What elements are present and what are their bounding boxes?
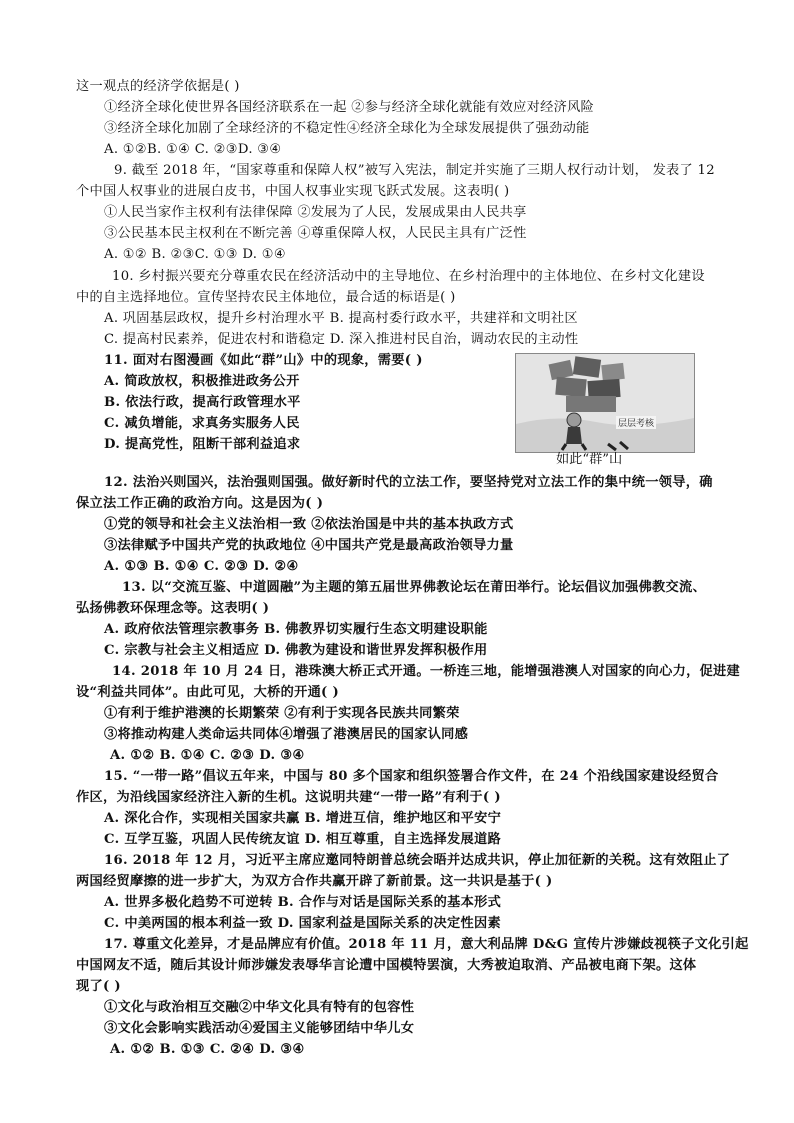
q14-answers: A. ①② B. ①④ C. ②③ D. ③④ <box>110 748 305 763</box>
q11-option-a: A. 简政放权，积极推进政务公开 <box>104 374 300 389</box>
q8-options-2: ③经济全球化加剧了全球经济的不稳定性④经济全球化为全球发展提供了强劲动能 <box>104 121 590 136</box>
q13-options-1: A. 政府依法管理宗教事务 B. 佛教界切实履行生态文明建设职能 <box>104 622 488 637</box>
cartoon-sign: 层层考核 <box>616 416 656 429</box>
q14-options-2: ③将推动构建人类命运共同体④增强了港澳居民的国家认同感 <box>104 727 469 742</box>
q12-options-2: ③法律赋予中国共产党的执政地位 ④中国共产党是最高政治领导力量 <box>104 538 514 553</box>
q13-options-2: C. 宗教与社会主义相适应 D. 佛教为建设和谐世界发挥积极作用 <box>104 643 488 658</box>
q15-stem-2: 作区，为沿线国家经济注入新的生机。这说明共建“一带一路”有利于( ) <box>76 790 501 805</box>
q9-answers: A. ①② B. ②③C. ①③ D. ①④ <box>104 247 287 262</box>
q17-options-1: ①文化与政治相互交融②中华文化具有特有的包容性 <box>104 1000 415 1015</box>
q12-stem-2: 保立法工作正确的政治方向。这是因为( ) <box>76 496 324 511</box>
q13-stem-1: 13. 以“交流互鉴、中道圆融”为主题的第五届世界佛教论坛在莆田举行。论坛倡议加强佛教交流、 <box>122 580 707 595</box>
q17-answers: A. ①② B. ①③ C. ②④ D. ③④ <box>110 1042 305 1057</box>
q12-options-1: ①党的领导和社会主义法治相一致 ②依法治国是中共的基本执政方式 <box>104 517 514 532</box>
q14-stem-1: 14. 2018 年 10 月 24 日，港珠澳大桥正式开通。一桥连三地，能增强港澳人对国家的向心力，促进建 <box>112 664 741 679</box>
q9-stem-2: 个中国人权事业的进展白皮书，中国人权事业实现飞跃式发展。这表明( ) <box>76 184 510 199</box>
q16-stem-1: 16. 2018 年 12 月，习近平主席应邀同特朗普总统会晤并达成共识，停止加征新的关税。这有效阻止了 <box>104 853 731 868</box>
q11-option-d: D. 提高党性，阻断干部利益追求 <box>104 437 301 452</box>
q13-stem-2: 弘扬佛教环保理念等。这表明( ) <box>76 601 270 616</box>
q15-options-2: C. 互学互鉴，巩固人民传统友谊 D. 相互尊重，自主选择发展道路 <box>104 832 501 847</box>
q17-stem-3: 现了( ) <box>76 979 121 994</box>
q15-stem-1: 15. “一带一路”倡议五年来，中国与 80 多个国家和组织签署合作文件，在 24 个沿线国家建设经贸合 <box>104 769 719 784</box>
q17-stem-2: 中国网友不适，随后其设计师涉嫌发表辱华言论遭中国模特罢演，大秀被迫取消、产品被电商下架。这体 <box>76 958 697 973</box>
q11-stem: 11. 面对右图漫画《如此“群”山》中的现象，需要( ) <box>104 353 423 368</box>
q10-stem-2: 中的自主选择地位。宣传坚持农民主体地位，最合适的标语是( ) <box>76 290 456 305</box>
q14-stem-2: 设“利益共同体”。由此可见，大桥的开通( ) <box>76 685 340 700</box>
q16-options-1: A. 世界多极化趋势不可逆转 B. 合作与对话是国际关系的基本形式 <box>104 895 502 910</box>
q12-stem-1: 12. 法治兴则国兴，法治强则国强。做好新时代的立法工作，要坚持党对立法工作的集中统一领导，确 <box>104 475 713 490</box>
q15-options-1: A. 深化合作，实现相关国家共赢 B. 增进互信，维护地区和平安宁 <box>104 811 502 826</box>
cartoon-image <box>515 353 695 453</box>
q9-stem-1: 9. 截至 2018 年，“国家尊重和保障人权”被写入宪法，制定并实施了三期人权行动计划， 发表了 12 <box>114 163 715 178</box>
q11-option-b: B. 依法行政，提高行政管理水平 <box>104 395 301 410</box>
q16-options-2: C. 中美两国的根本利益一致 D. 国家利益是国际关系的决定性因素 <box>104 916 501 931</box>
cartoon-caption: 如此“群”山 <box>556 452 623 467</box>
q11-option-c: C. 减负增能，求真务实服务人民 <box>104 416 300 431</box>
q9-options-2: ③公民基本民主权利在不断完善 ④尊重保障人权，人民民主具有广泛性 <box>104 226 527 241</box>
q10-stem-1: 10. 乡村振兴要充分尊重农民在经济活动中的主导地位、在乡村治理中的主体地位、在乡村文化建设 <box>112 269 705 284</box>
q8-answers: A. ①②B. ①④ C. ②③D. ③④ <box>104 142 282 157</box>
q17-stem-1: 17. 尊重文化差异，才是品牌应有价值。2018 年 11 月，意大利品牌 D&G 宣传片涉嫌歧视筷子文化引起 <box>104 937 749 952</box>
q8-stem-end: 这一观点的经济学依据是( ) <box>76 79 240 94</box>
q17-options-2: ③文化会影响实践活动④爱国主义能够团结中华儿女 <box>104 1021 415 1036</box>
q14-options-1: ①有利于维护港澳的长期繁荣 ②有利于实现各民族共同繁荣 <box>104 706 460 721</box>
q9-options-1: ①人民当家作主权利有法律保障 ②发展为了人民，发展成果由人民共享 <box>104 205 527 220</box>
q10-options-1: A. 巩固基层政权，提升乡村治理水平 B. 提高村委行政水平，共建祥和文明社区 <box>104 311 578 326</box>
q16-stem-2: 两国经贸摩擦的进一步扩大，为双方合作共赢开辟了新前景。这一共识是基于( ) <box>76 874 553 889</box>
q10-options-2: C. 提高村民素养，促进农村和谐稳定 D. 深入推进村民自治，调动农民的主动性 <box>104 332 579 347</box>
q12-answers: A. ①③ B. ①④ C. ②③ D. ②④ <box>104 559 299 574</box>
q8-options-1: ①经济全球化使世界各国经济联系在一起 ②参与经济全球化就能有效应对经济风险 <box>104 100 595 115</box>
